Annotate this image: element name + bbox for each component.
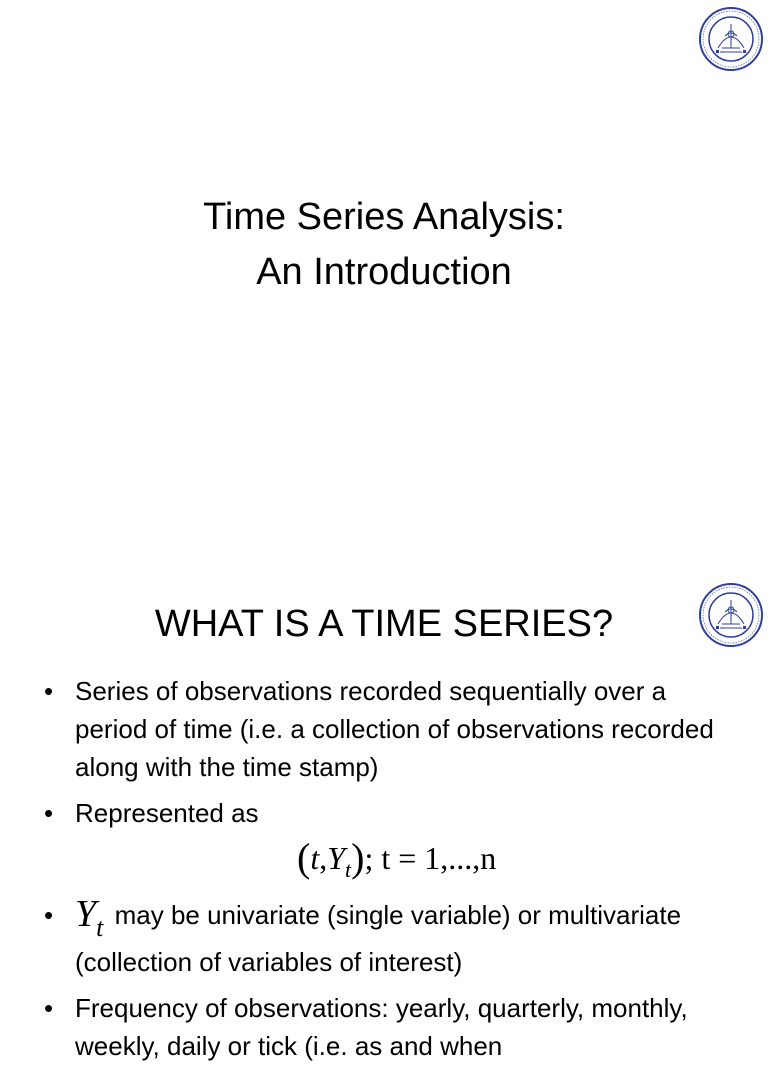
bullet-text: Frequency of observations: yearly, quarterly, monthly, weekly, daily or tick (i.e. as and when [75,993,688,1061]
slide-title: WHAT IS A TIME SERIES? [154,603,614,645]
bullet-text: Series of observations recorded sequentially over a period of time (i.e. a collection of observations recorded along with the time stamp) [75,676,714,782]
bullet-dot-icon: • [44,798,54,828]
bullet-dot-icon: • [44,676,54,706]
bullet-list [44,672,744,1073]
formula-comma: , [319,840,328,876]
bullet-item [44,794,744,894]
title-block [0,190,768,300]
title-line-1: Time Series Analysis: [203,196,565,238]
formula-close-paren: ) [351,835,365,880]
variable-subscript: t [96,913,104,942]
bullet-dot-icon: • [44,993,54,1023]
title-line-2: An Introduction [256,251,512,293]
formula-open-paren: ( [297,835,311,880]
variable-y: Y [75,893,97,935]
formula-t: t [310,840,320,876]
bullet-text: may be univariate (single variable) or multivariate (collection of variables of interest) [75,900,682,977]
slide-2 [0,576,768,1061]
formula [297,832,744,894]
bullet-dot-icon: • [44,900,54,930]
bullet-item [44,672,744,786]
bullet-text: Represented as [75,798,259,828]
institute-emblem-logo [698,6,764,72]
formula-subscript: t [345,857,352,882]
formula-y: Y [327,840,346,876]
variable-symbol [75,893,104,942]
bullet-item [44,989,744,1065]
bullet-item [44,893,744,981]
formula-rest: ; t = 1,...,n [364,840,497,876]
